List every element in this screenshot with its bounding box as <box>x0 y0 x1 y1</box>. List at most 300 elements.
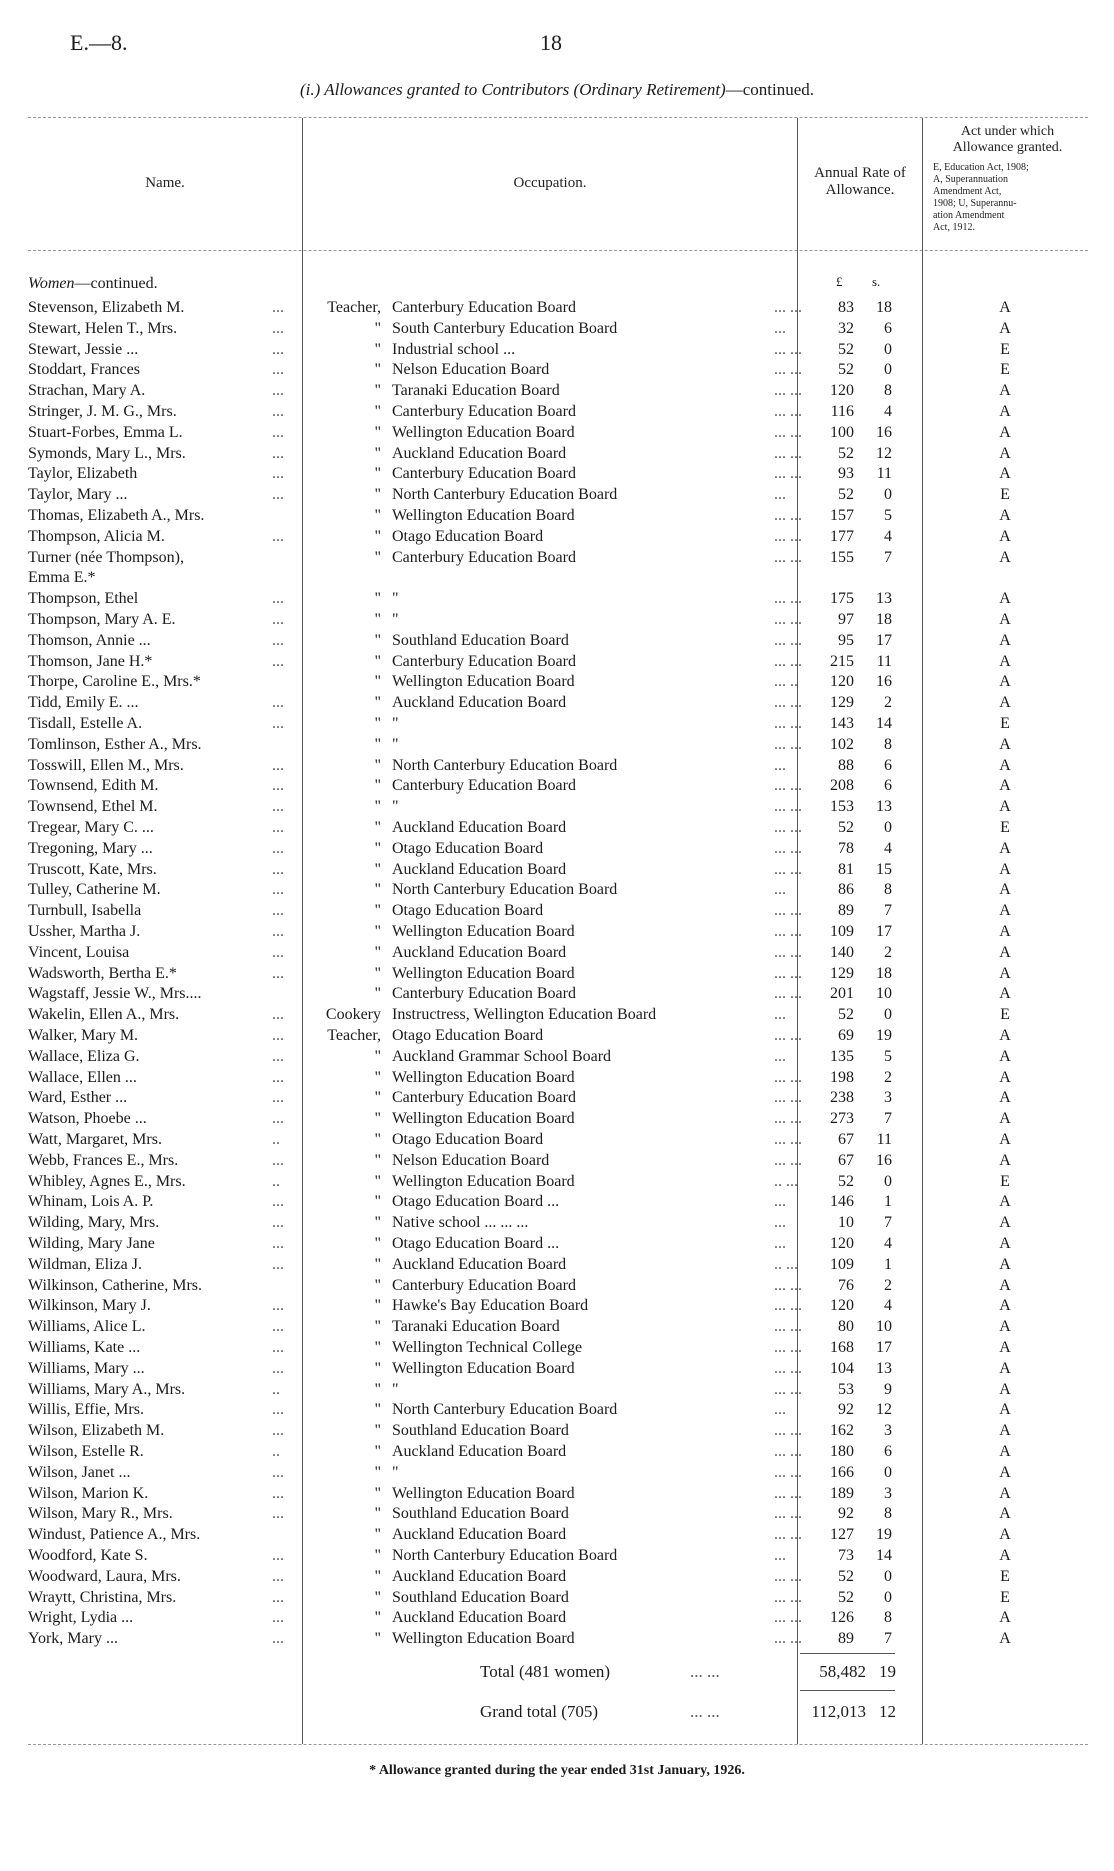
occupation-board: Canterbury Education Board <box>392 777 576 795</box>
occupation-prefix: " <box>374 465 381 483</box>
occupation-prefix: Teacher, <box>327 1027 381 1044</box>
occupation-board: " <box>392 798 399 816</box>
occupation-leader-dots: ... <box>774 1401 786 1419</box>
name-leader-dots: ... <box>272 486 284 504</box>
occupation-board: Auckland Education Board <box>392 1609 567 1627</box>
header-act-line1: Act under which <box>960 124 1055 139</box>
table-row <box>0 1566 1114 1587</box>
act-code: A <box>999 943 1011 961</box>
rate-shillings: 2 <box>884 1068 892 1086</box>
occupation-prefix: " <box>374 1443 381 1460</box>
person-name: Wallace, Ellen ... <box>28 1068 137 1086</box>
rate-pounds: 52 <box>838 1172 854 1190</box>
occupation-board: Southland Education Board <box>392 631 569 649</box>
section-label-tail: —continued. <box>74 275 158 292</box>
table-row <box>0 1129 1114 1150</box>
header-top-rule <box>28 117 1088 118</box>
occupation-board: Canterbury Education Board <box>392 1089 576 1107</box>
table-row <box>0 1087 1114 1108</box>
occupation-leader-dots: ... ... <box>774 444 802 462</box>
rate-pounds: 52 <box>838 486 854 504</box>
occupation-prefix: " <box>374 1588 381 1606</box>
person-name: Strachan, Mary A. <box>28 382 146 400</box>
occupation-prefix: " <box>374 527 381 545</box>
act-code: A <box>999 1047 1011 1065</box>
name-leader-dots: ... <box>272 1110 284 1128</box>
table-row <box>0 1316 1114 1337</box>
occupation-leader-dots: .. ... <box>774 1172 798 1190</box>
occupation-board: Canterbury Education Board <box>392 299 576 316</box>
occupation-prefix: " <box>374 943 381 961</box>
rate-pounds: 67 <box>838 1151 854 1169</box>
person-name: Thompson, Mary A. E. <box>28 611 176 628</box>
occupation-prefix: " <box>374 1047 381 1065</box>
table-row <box>0 1462 1114 1483</box>
occupation-leader-dots: ... ... <box>774 839 802 857</box>
act-code: A <box>999 548 1011 566</box>
occupation-board: Native school ... ... ... <box>392 1214 529 1232</box>
occupation-leader-dots: ... <box>774 319 786 337</box>
table-row <box>0 484 1114 505</box>
occupation-leader-dots: ... ... <box>774 1505 802 1523</box>
rate-shillings: 13 <box>876 798 892 816</box>
occupation-prefix: " <box>374 361 381 379</box>
name-leader-dots: ... <box>272 943 284 961</box>
occupation-board: Wellington Education Board <box>392 1359 575 1377</box>
person-name: Whinam, Lois A. P. <box>28 1193 154 1211</box>
person-name: Stewart, Jessie ... <box>28 340 139 358</box>
rate-pounds: 127 <box>830 1526 854 1544</box>
rate-shillings: 0 <box>884 819 892 836</box>
occupation-leader-dots: ... ... <box>774 694 802 712</box>
rate-shillings: 19 <box>876 1027 892 1044</box>
rate-shillings: 16 <box>876 673 892 691</box>
grand-total-row <box>0 1700 1114 1724</box>
act-code: A <box>999 1359 1011 1377</box>
act-code: A <box>999 1380 1011 1398</box>
occupation-prefix: " <box>374 964 381 982</box>
person-name: Thompson, Alicia M. <box>28 527 165 545</box>
occupation-board: " <box>392 1380 399 1398</box>
rate-shillings: 0 <box>884 340 892 358</box>
name-leader-dots: .. <box>272 1172 280 1190</box>
name-leader-dots: ... <box>272 1068 284 1086</box>
rate-shillings: 7 <box>884 1110 892 1128</box>
occupation-leader-dots: ... <box>774 1047 786 1065</box>
rate-pounds: 153 <box>830 798 854 816</box>
occupation-board: Otago Education Board <box>392 902 544 920</box>
occupation-prefix: " <box>374 985 381 1003</box>
rate-pounds: 93 <box>838 465 854 483</box>
person-name: Stoddart, Frances <box>28 361 140 379</box>
rate-shillings: 8 <box>884 735 892 753</box>
table-row <box>0 1628 1114 1649</box>
person-name: Williams, Mary ... <box>28 1359 145 1377</box>
occupation-leader-dots: ... ... <box>774 902 802 920</box>
table-row <box>0 983 1114 1004</box>
act-code: A <box>999 444 1011 462</box>
rate-shillings: 9 <box>884 1380 892 1398</box>
rate-shillings: 18 <box>876 299 892 316</box>
occupation-leader-dots: ... ... <box>774 735 802 753</box>
rate-shillings: 3 <box>884 1089 892 1107</box>
header-act-notes <box>925 162 1090 234</box>
person-name: Vincent, Louisa <box>28 943 130 961</box>
occupation-prefix: " <box>374 923 381 940</box>
table-row <box>0 443 1114 464</box>
rate-pounds: 180 <box>830 1443 854 1460</box>
person-name: Wilson, Estelle R. <box>28 1443 144 1460</box>
occupation-leader-dots: ... ... <box>774 507 802 524</box>
rate-shillings: 4 <box>884 1297 892 1315</box>
act-code: E <box>1000 486 1010 504</box>
occupation-board: Wellington Education Board <box>392 1068 575 1086</box>
occupation-leader-dots: ... ... <box>774 1630 802 1648</box>
occupation-prefix: " <box>374 1609 381 1627</box>
table-row <box>0 359 1114 380</box>
name-leader-dots: ... <box>272 1006 284 1024</box>
occupation-leader-dots: ... ... <box>774 361 802 379</box>
occupation-prefix: " <box>374 1193 381 1211</box>
person-name: Tosswill, Ellen M., Mrs. <box>28 756 184 774</box>
footnote: * Allowance granted during the year ended 31st January, 1926. <box>369 1763 745 1778</box>
person-name: Wright, Lydia ... <box>28 1609 134 1627</box>
occupation-leader-dots: ... ... <box>774 1068 802 1086</box>
person-name: Tregoning, Mary ... <box>28 839 153 857</box>
occupation-leader-dots: ... ... <box>774 1463 802 1481</box>
person-name: Willis, Effie, Mrs. <box>28 1401 144 1419</box>
rate-pounds: 189 <box>830 1484 854 1502</box>
rate-pounds: 126 <box>830 1609 854 1627</box>
act-code: A <box>999 403 1011 420</box>
rate-pounds: 52 <box>838 340 854 358</box>
act-code: A <box>999 735 1011 753</box>
occupation-prefix: " <box>374 1172 381 1190</box>
table-row <box>0 630 1114 651</box>
rate-pounds: 177 <box>830 527 854 545</box>
person-name: Tisdall, Estelle A. <box>28 715 143 732</box>
rate-shillings: 13 <box>876 1359 892 1377</box>
rate-pounds: 140 <box>830 943 854 961</box>
rate-pounds: 120 <box>830 673 854 691</box>
occupation-prefix: " <box>374 839 381 857</box>
name-leader-dots: ... <box>272 299 284 316</box>
rate-shillings: 0 <box>884 361 892 379</box>
occupation-prefix: " <box>374 902 381 920</box>
name-leader-dots: ... <box>272 403 284 420</box>
person-name: Wallace, Eliza G. <box>28 1047 140 1065</box>
rate-pounds: 201 <box>830 985 854 1003</box>
rate-pounds: 135 <box>830 1047 854 1065</box>
rate-pounds: 83 <box>838 299 854 316</box>
act-code: A <box>999 1131 1011 1148</box>
person-name: Stewart, Helen T., Mrs. <box>28 319 178 337</box>
table-row <box>0 505 1114 526</box>
name-leader-dots: ... <box>272 1422 284 1440</box>
occupation-leader-dots: ... ... <box>774 423 802 441</box>
person-name: Symonds, Mary L., Mrs. <box>28 444 186 462</box>
rate-shillings: 16 <box>876 1151 892 1169</box>
total-label: Total (481 women) <box>480 1662 611 1681</box>
table-row <box>0 401 1114 422</box>
rate-shillings: 3 <box>884 1484 892 1502</box>
name-leader-dots: ... <box>272 756 284 774</box>
act-code: A <box>999 1463 1011 1481</box>
occupation-board: Canterbury Education Board <box>392 652 576 670</box>
rate-shillings: 2 <box>884 1276 892 1294</box>
act-code: E <box>1000 340 1010 358</box>
occupation-prefix: " <box>374 611 381 628</box>
rate-shillings: 8 <box>884 881 892 899</box>
total-underline <box>800 1690 895 1691</box>
occupation-board: Auckland Education Board <box>392 1443 567 1460</box>
rate-shillings: 3 <box>884 1422 892 1440</box>
rate-pounds: 92 <box>838 1401 854 1419</box>
act-code: A <box>999 1027 1011 1044</box>
person-name: Wraytt, Christina, Mrs. <box>28 1588 177 1606</box>
rate-pounds: 52 <box>838 1567 854 1585</box>
occupation-board: North Canterbury Education Board <box>392 881 618 899</box>
table-row <box>0 1108 1114 1129</box>
occupation-prefix: " <box>374 1380 381 1398</box>
name-leader-dots: ... <box>272 1567 284 1585</box>
occupation-leader-dots: ... ... <box>774 1110 802 1128</box>
occupation-board: Instructress, Wellington Education Board <box>392 1006 657 1024</box>
rate-pounds: 109 <box>830 923 854 940</box>
person-name: Watt, Margaret, Mrs. <box>28 1131 162 1148</box>
act-code: A <box>999 652 1011 670</box>
occupation-leader-dots: ... ... <box>774 611 802 628</box>
rate-shillings: 10 <box>876 985 892 1003</box>
occupation-board: Auckland Grammar School Board <box>392 1047 612 1065</box>
act-code: A <box>999 1526 1011 1544</box>
act-code: E <box>1000 1588 1010 1606</box>
occupation-leader-dots: ... ... <box>774 798 802 816</box>
occupation-leader-dots: ... ... <box>774 1089 802 1107</box>
rate-pounds: 157 <box>830 507 854 524</box>
occupation-board: Taranaki Education Board <box>392 382 560 400</box>
table-row <box>0 1441 1114 1462</box>
act-code: A <box>999 1214 1011 1232</box>
act-code: A <box>999 382 1011 400</box>
name-leader-dots: ... <box>272 1089 284 1107</box>
act-code: E <box>1000 361 1010 379</box>
table-row <box>0 734 1114 755</box>
act-code: A <box>999 527 1011 545</box>
occupation-board: " <box>392 590 399 608</box>
caption-continued: —continued. <box>725 80 815 99</box>
table-row <box>0 900 1114 921</box>
rate-pounds: 168 <box>830 1339 854 1356</box>
rate-pounds: 73 <box>838 1547 854 1564</box>
rate-pounds: 52 <box>838 1006 854 1024</box>
occupation-board: Nelson Education Board <box>392 361 550 379</box>
rate-pounds: 273 <box>830 1110 854 1128</box>
occupation-board: South Canterbury Education Board <box>392 319 618 337</box>
person-name: Ussher, Martha J. <box>28 923 141 940</box>
name-leader-dots: ... <box>272 694 284 712</box>
occupation-prefix: " <box>374 756 381 774</box>
rate-pounds: 10 <box>838 1214 854 1232</box>
person-name: Emma E.* <box>28 569 96 587</box>
rate-pounds: 53 <box>838 1380 854 1398</box>
rate-pounds: 81 <box>838 860 854 878</box>
act-code: A <box>999 1235 1011 1252</box>
header-name: Name. <box>145 175 185 191</box>
occupation-prefix: " <box>374 1505 381 1523</box>
act-code: A <box>999 1339 1011 1356</box>
table-row <box>0 817 1114 838</box>
table-row <box>0 838 1114 859</box>
occupation-prefix: " <box>374 1547 381 1564</box>
occupation-board: Wellington Education Board <box>392 507 575 524</box>
act-code: A <box>999 673 1011 691</box>
act-code: E <box>1000 819 1010 836</box>
rate-pounds: 97 <box>838 611 854 628</box>
act-code: A <box>999 1505 1011 1523</box>
page-number: 18 <box>540 30 562 55</box>
act-note: Amendment Act, <box>933 186 1002 197</box>
grand-total-shillings: 12 <box>879 1702 896 1721</box>
rate-pounds: 67 <box>838 1131 854 1148</box>
occupation-prefix: " <box>374 1089 381 1107</box>
name-leader-dots: ... <box>272 715 284 732</box>
occupation-leader-dots: ... ... <box>774 1380 802 1398</box>
rate-shillings: 16 <box>876 423 892 441</box>
rate-shillings: 18 <box>876 611 892 628</box>
occupation-board: Southland Education Board <box>392 1505 569 1523</box>
name-leader-dots: ... <box>272 1547 284 1564</box>
occupation-board: North Canterbury Education Board <box>392 756 618 774</box>
person-name: Tidd, Emily E. ... <box>28 694 139 712</box>
total-pounds: 58,482 <box>819 1662 866 1681</box>
table-row <box>0 1483 1114 1504</box>
table-row <box>0 609 1114 630</box>
person-name: Williams, Kate ... <box>28 1339 141 1356</box>
section-label <box>28 275 158 293</box>
rate-pounds: 78 <box>838 839 854 857</box>
occupation-leader-dots: .. ... <box>774 1255 798 1273</box>
person-name: Whibley, Agnes E., Mrs. <box>28 1172 186 1190</box>
act-code: A <box>999 902 1011 920</box>
act-code: A <box>999 1422 1011 1440</box>
occupation-leader-dots: ... ... <box>774 527 802 545</box>
occupation-prefix: " <box>374 590 381 608</box>
rate-pounds: 52 <box>838 361 854 379</box>
person-name: Wilding, Mary Jane <box>28 1235 155 1252</box>
occupation-prefix: " <box>374 1484 381 1502</box>
occupation-board: Industrial school ... <box>392 340 516 358</box>
occupation-leader-dots: ... ... <box>774 964 802 982</box>
occupation-prefix: " <box>374 1068 381 1086</box>
person-name: Stevenson, Elizabeth M. <box>28 299 185 316</box>
person-name: Truscott, Kate, Mrs. <box>28 860 157 878</box>
act-code: A <box>999 1318 1011 1336</box>
rate-shillings: 10 <box>876 1318 892 1336</box>
table-row <box>0 422 1114 443</box>
occupation-board: Wellington Education Board <box>392 673 575 691</box>
name-leader-dots: ... <box>272 923 284 940</box>
rate-pounds: 155 <box>830 548 854 566</box>
occupation-board: " <box>392 611 399 628</box>
grand-total-pounds: 112,013 <box>811 1702 866 1721</box>
occupation-prefix: " <box>374 881 381 899</box>
occupation-prefix: " <box>374 1131 381 1148</box>
person-name: Thomas, Elizabeth A., Mrs. <box>28 507 205 524</box>
occupation-board: North Canterbury Education Board <box>392 1401 618 1419</box>
act-code: A <box>999 611 1011 628</box>
name-leader-dots: ... <box>272 964 284 982</box>
name-leader-dots: ... <box>272 881 284 899</box>
rate-shillings: 0 <box>884 486 892 504</box>
act-code: A <box>999 839 1011 857</box>
total-dots: ... ... <box>690 1662 720 1681</box>
table-row <box>0 588 1114 609</box>
occupation-board: Wellington Education Board <box>392 1484 575 1502</box>
person-name: Thorpe, Caroline E., Mrs.* <box>28 673 201 691</box>
table-row <box>0 879 1114 900</box>
act-code: A <box>999 1276 1011 1294</box>
occupation-leader-dots: ... .. <box>774 673 798 691</box>
table-row <box>0 1212 1114 1233</box>
rate-shillings: 1 <box>884 1193 892 1211</box>
table-row <box>0 1295 1114 1316</box>
act-code: A <box>999 798 1011 816</box>
person-name: Ward, Esther ... <box>28 1089 128 1107</box>
occupation-board: Otago Education Board ... <box>392 1193 560 1211</box>
rate-pounds: 109 <box>830 1255 854 1273</box>
occupation-board: Auckland Education Board <box>392 444 567 462</box>
occupation-prefix: " <box>374 1235 381 1252</box>
table-caption <box>0 80 1114 100</box>
rate-shillings: 12 <box>876 1401 892 1419</box>
name-leader-dots: ... <box>272 1505 284 1523</box>
person-name: Tregear, Mary C. ... <box>28 819 154 836</box>
name-leader-dots: ... <box>272 382 284 400</box>
person-name: Taylor, Elizabeth <box>28 465 138 483</box>
occupation-prefix: " <box>374 715 381 732</box>
person-name: Thomson, Jane H.* <box>28 652 153 670</box>
table-row <box>0 775 1114 796</box>
occupation-leader-dots: ... ... <box>774 1609 802 1627</box>
act-code: A <box>999 756 1011 774</box>
header-rate-line1: Annual Rate of <box>814 165 906 181</box>
person-name: Wilson, Janet ... <box>28 1463 131 1481</box>
occupation-leader-dots: ... <box>774 1006 786 1024</box>
table-row <box>0 1337 1114 1358</box>
occupation-prefix: " <box>374 798 381 816</box>
occupation-leader-dots: ... <box>774 1235 786 1252</box>
occupation-board: Wellington Education Board <box>392 964 575 982</box>
act-note: ation Amendment <box>933 210 1005 221</box>
name-leader-dots: ... <box>272 444 284 462</box>
act-code: A <box>999 319 1011 337</box>
table-row <box>0 547 1114 568</box>
occupation-leader-dots: ... ... <box>774 943 802 961</box>
occupation-board: Auckland Education Board <box>392 1567 567 1585</box>
act-code: A <box>999 1401 1011 1419</box>
rate-shillings: 7 <box>884 1214 892 1232</box>
name-leader-dots: ... <box>272 1359 284 1377</box>
rate-pounds: 120 <box>830 1297 854 1315</box>
table-row <box>0 526 1114 547</box>
occupation-board: Canterbury Education Board <box>392 985 576 1003</box>
table-row <box>0 1545 1114 1566</box>
act-code: A <box>999 1484 1011 1502</box>
name-leader-dots: ... <box>272 819 284 836</box>
occupation-prefix: " <box>374 652 381 670</box>
occupation-board: Wellington Education Board <box>392 1110 575 1128</box>
